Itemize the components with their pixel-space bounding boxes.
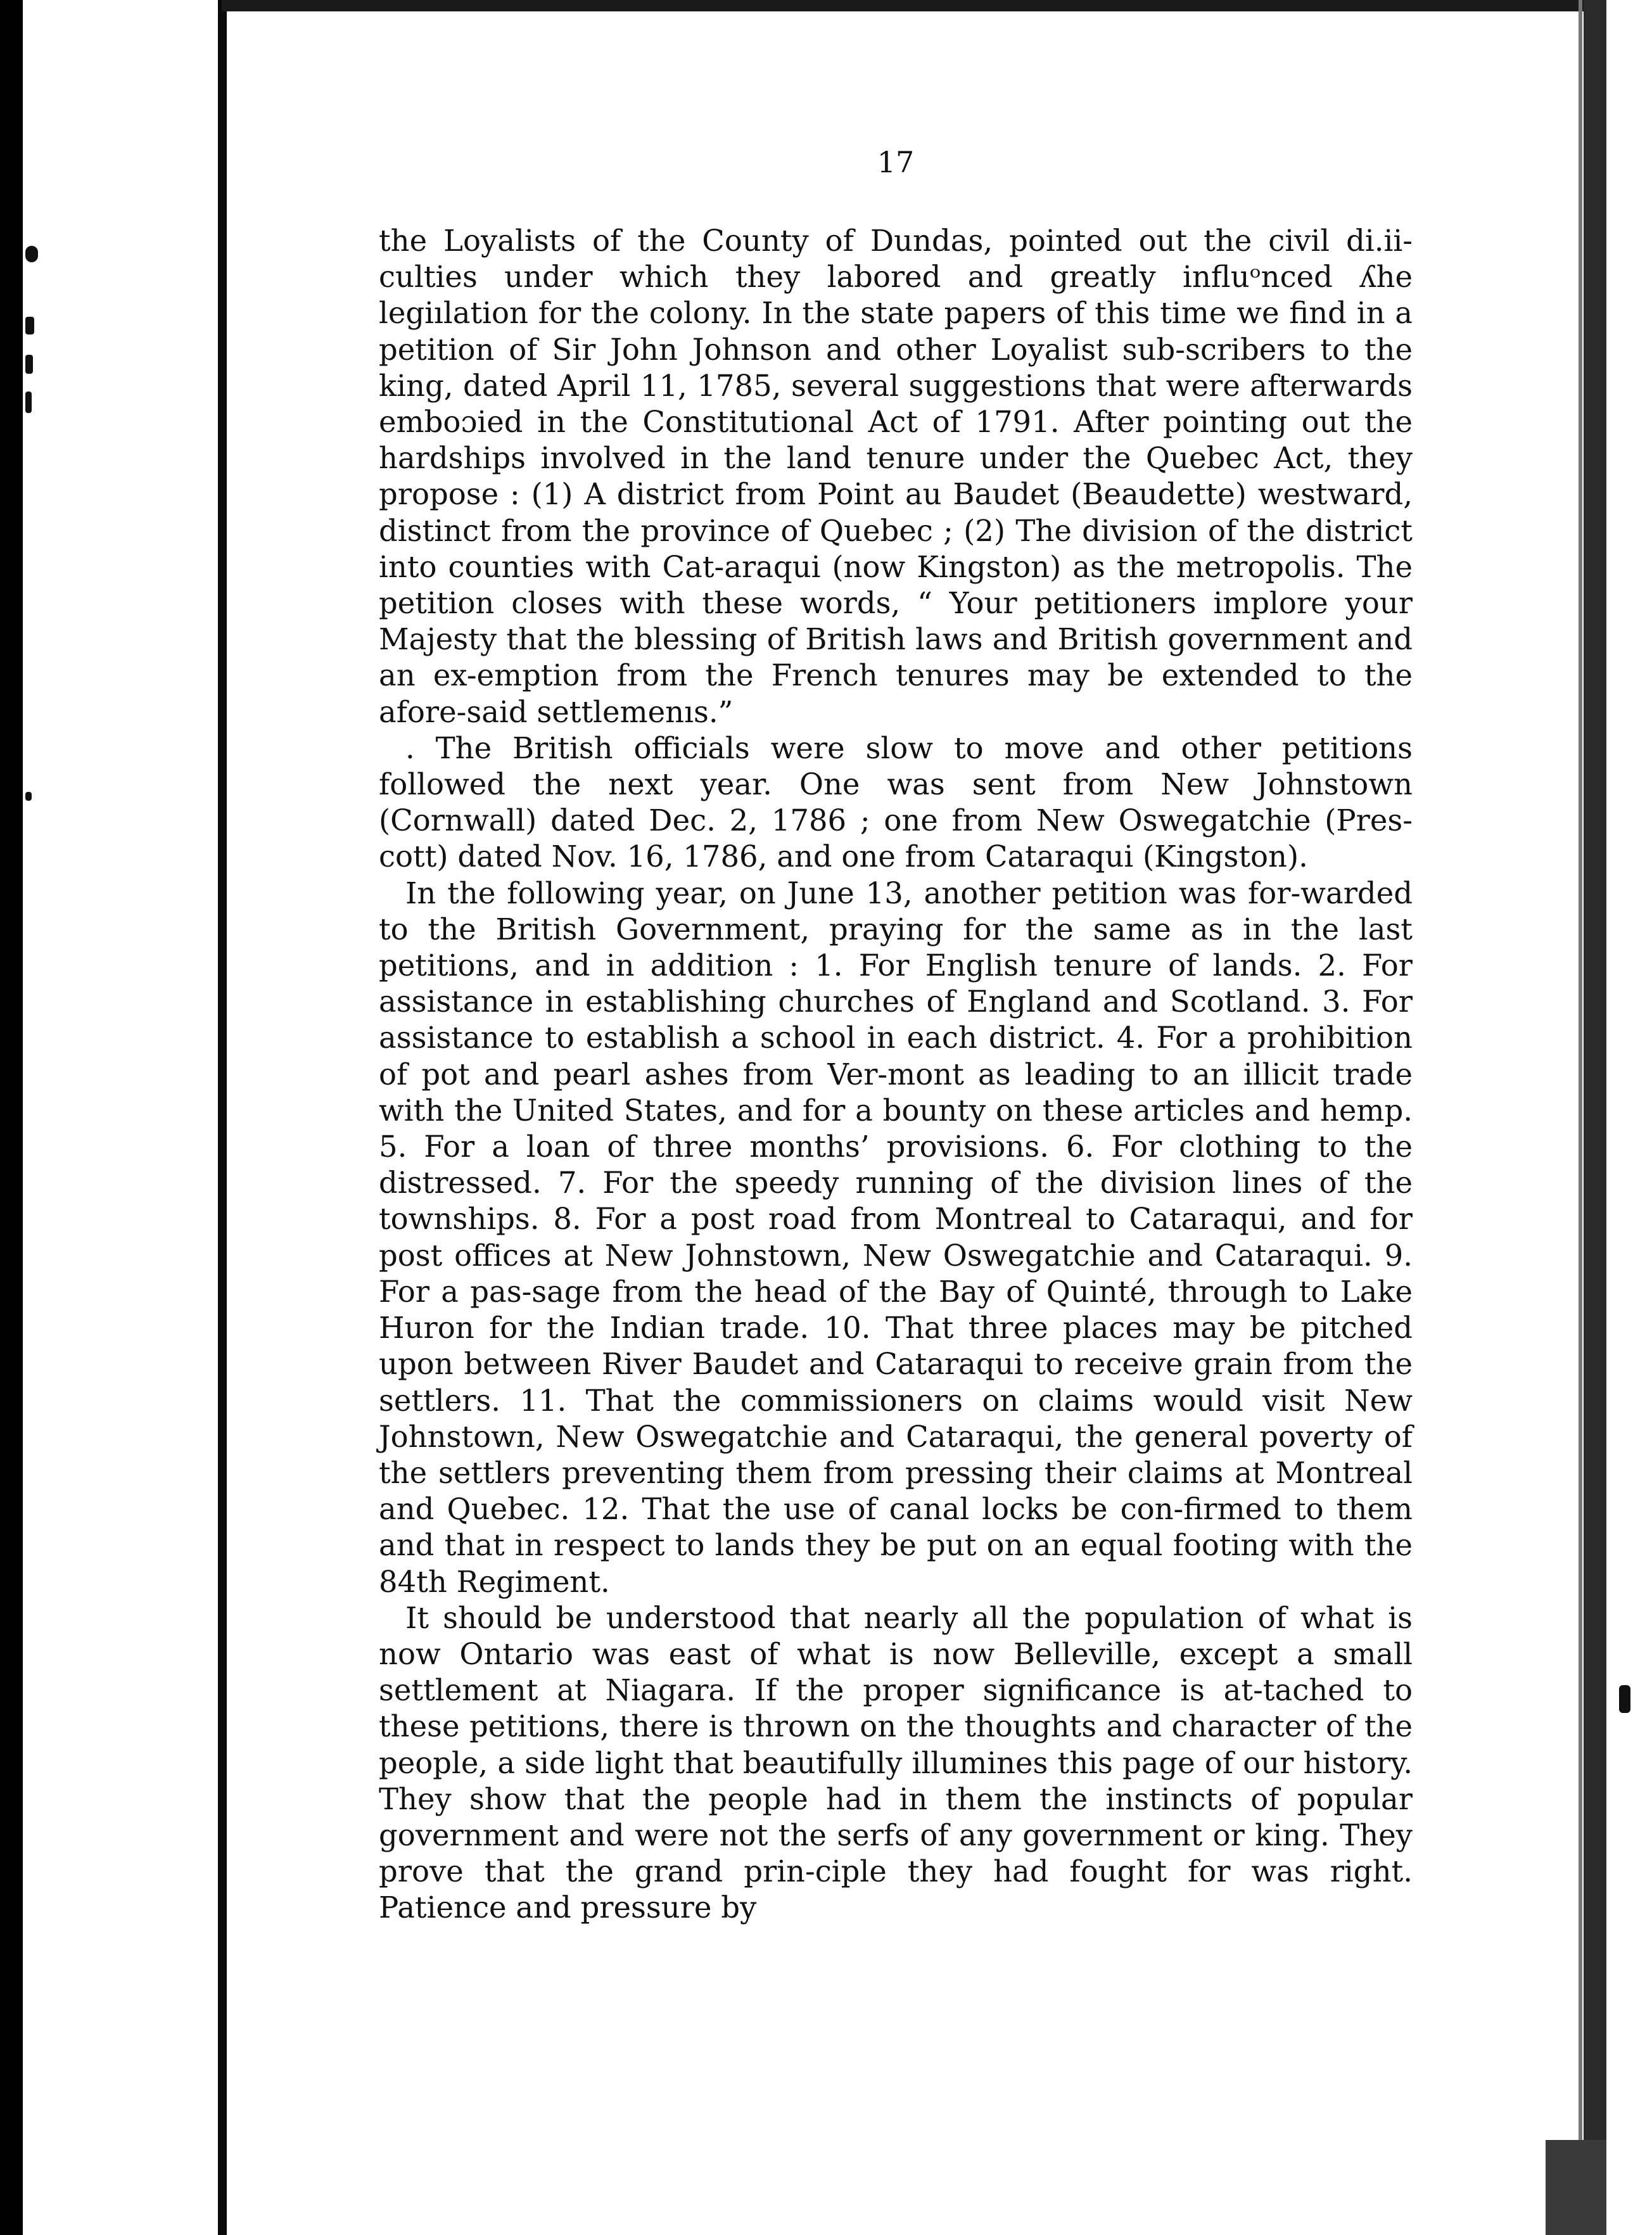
- scan-right-edge: [1584, 0, 1606, 2235]
- book-page: [379, 0, 1413, 2235]
- margin-speck: [25, 792, 32, 801]
- scan-edge-left: [0, 0, 23, 2235]
- paragraph-june-petition: In the following year, on June 13, another petition was for-warded to the British Government, praying for the same as in the last petitions, and in addition : 1. For English tenure of lands. 2. For assistance in establishing churches of England and Scotland. 3. For assistance to establish a school in each district. 4. For a prohibition of pot and pearl ashes from Ver-mont as leading to an illicit trade with the United States, and for a bounty on these articles and hemp. 5. For a loan of three months’ provisions. 6. For clothing to the distressed. 7. For the speedy running of the division lines of the townships. 8. For a post road from Montreal to Cataraqui, and for post offices at New Johnstown, New Oswegatchie and Cataraqui. 9. For a pas-sage from the head of the Bay of Quinté, through to Lake Huron for the Indian trade. 10. That three places may be pitched upon between River Baudet and Cataraqui to receive grain from the settlers. 11. That the commissioners on claims would visit New Johnstown, New Oswegatchie and Cataraqui, the general poverty of the settlers preventing them from pressing their claims at Montreal and Quebec. 12. That the use of canal locks be con-firmed to them and that in respect to lands they be put on an equal footing with the 84th Regiment.: [379, 876, 1413, 1599]
- paragraph-other-petitions: . The British officials were slow to move and other petitions followed the next year. One was sent from New Johnstown (Cornwall) dated Dec. 2, 1786 ; one from New Oswegatchie (Pres-cott) dated Nov. 16, 1786, and one from Cataraqui (Kingston).: [379, 730, 1413, 874]
- body-text: [379, 223, 1413, 1926]
- paragraph-population: It should be understood that nearly all the population of what is now Ontario was east of what is now Belleville, except a small settlement at Niagara. If the proper significance is at-tached to these petitions, there is thrown on the thoughts and character of the people, a side light that beautifully illumines this page of our history. They show that the people had in them the instincts of popular government and were not the serfs of any government or king. They prove that the grand prin-ciple they had fought for was right. Patience and pressure by: [379, 1600, 1413, 1925]
- page-number: 17: [877, 145, 915, 179]
- margin-speck: [25, 392, 32, 413]
- scan-gutter-line: [218, 0, 227, 2235]
- scan-bottom-strip: [1546, 2140, 1606, 2235]
- margin-speck: [25, 317, 34, 334]
- margin-speck: [1619, 1685, 1630, 1713]
- margin-speck: [25, 246, 38, 262]
- scan-right-edge-inner: [1579, 0, 1582, 2235]
- margin-speck: [25, 355, 33, 374]
- paragraph-loyalist-petition: the Loyalists of the County of Dundas, pointed out the civil di.ii-culties under which they labored and greatly influᵒnced ʎhe legiılation for the colony. In the state papers of this time we find in a petition of Sir John Johnson and other Loyalist sub-scribers to the king, dated April 11, 1785, several suggestions that were afterwards emboɔied in the Constitutional Act of 1791. After pointing out the hardships involved in the land tenure under the Quebec Act, they propose : (1) A district from Point au Baudet (Beaudette) westward, distinct from the province of Quebec ; (2) The division of the district into counties with Cat-araqui (now Kingston) as the metropolis. The petition closes with these words, “ Your petitioners implore your Majesty that the blessing of British laws and British government and an ex-emption from the French tenures may be extended to the afore-said settlemenıs.”: [379, 224, 1413, 729]
